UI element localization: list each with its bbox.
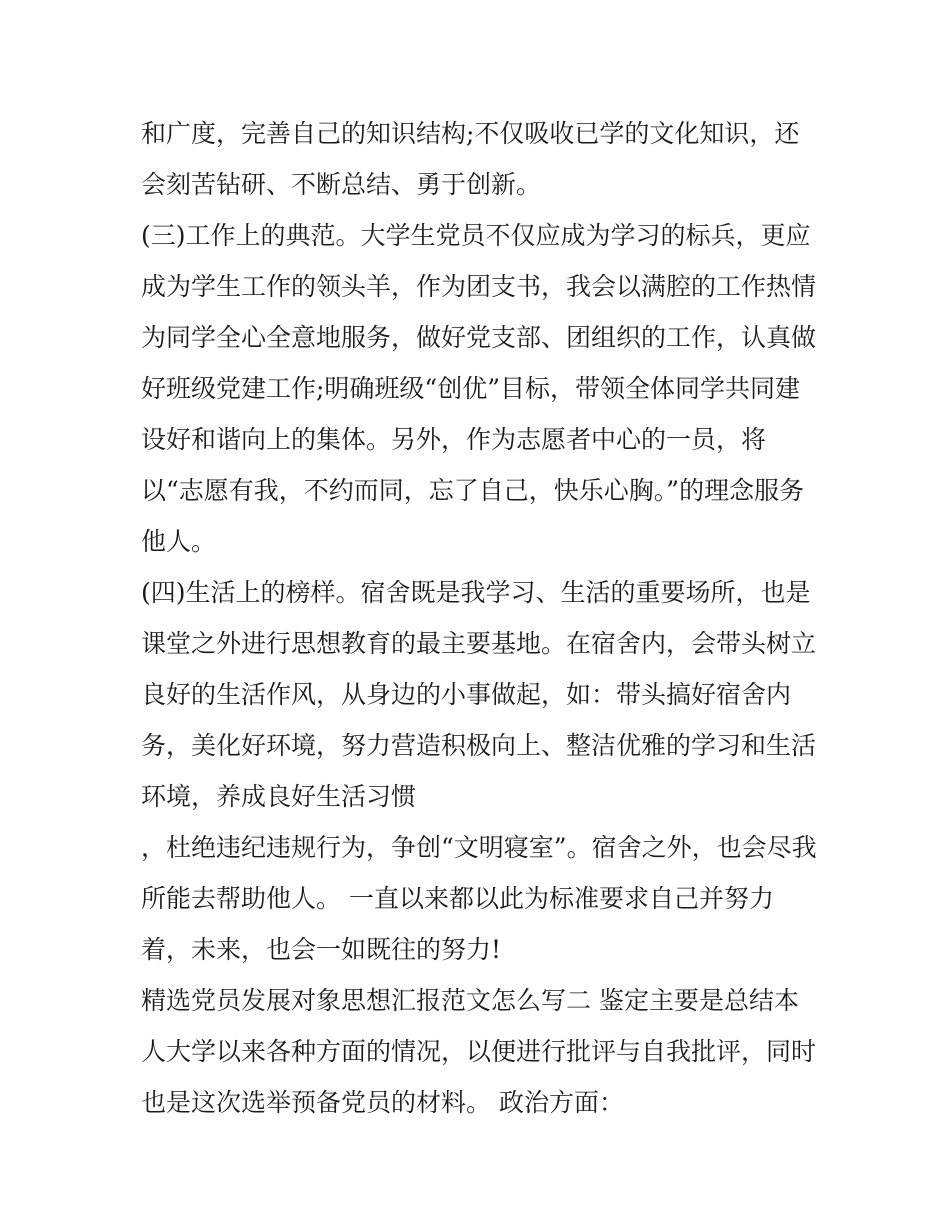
text-line: (四)生活上的榜样。宿舍既是我学习、生活的重要场所，也是 xyxy=(141,578,811,607)
text-line: 会刻苦钻研、不断总结、勇于创新。 xyxy=(141,170,542,199)
text-line: 设好和谐向上的集体。另外，作为志愿者中心的一员，将 xyxy=(141,425,767,454)
text-line: 精选党员发展对象思想汇报范文怎么写二 鉴定主要是总结本 xyxy=(141,986,799,1015)
text-line: ，杜绝违纪违规行为，争创“文明寝室”。宿舍之外，也会尽我 xyxy=(141,833,817,862)
text-line: 为同学全心全意地服务，做好党支部、团组织的工作，认真做 xyxy=(141,323,817,352)
text-line: 务，美化好环境，努力营造积极向上、整洁优雅的学习和生活 xyxy=(141,731,817,760)
text-line: 以“志愿有我，不约而同，忘了自己，快乐心胸。”的理念服务 xyxy=(141,476,805,505)
text-line: 好班级党建工作;明确班级“创优”目标，带领全体同学共同建 xyxy=(141,374,800,403)
text-line: 也是这次选举预备党员的材料。 政治方面： xyxy=(141,1088,624,1117)
text-line: 课堂之外进行思想教育的最主要基地。在宿舍内，会带头树立 xyxy=(141,629,817,658)
text-line: 和广度，完善自己的知识结构;不仅吸收已学的文化知识，还 xyxy=(141,119,800,148)
text-line: 环境，养成良好生活习惯 xyxy=(141,782,417,811)
text-line: 成为学生工作的领头羊，作为团支书，我会以满腔的工作热情 xyxy=(141,272,817,301)
document-body xyxy=(141,108,821,1128)
text-line: 他人。 xyxy=(141,527,217,556)
text-line: 所能去帮助他人。 一直以来都以此为标准要求自己并努力 xyxy=(141,884,774,913)
text-line: 着，未来，也会一如既往的努力! xyxy=(141,935,502,964)
text-line: (三)工作上的典范。大学生党员不仅应成为学习的标兵，更应 xyxy=(141,221,811,250)
text-line: 良好的生活作风，从身边的小事做起，如：带头搞好宿舍内 xyxy=(141,680,792,709)
text-line: 人大学以来各种方面的情况，以便进行批评与自我批评，同时 xyxy=(141,1037,817,1066)
